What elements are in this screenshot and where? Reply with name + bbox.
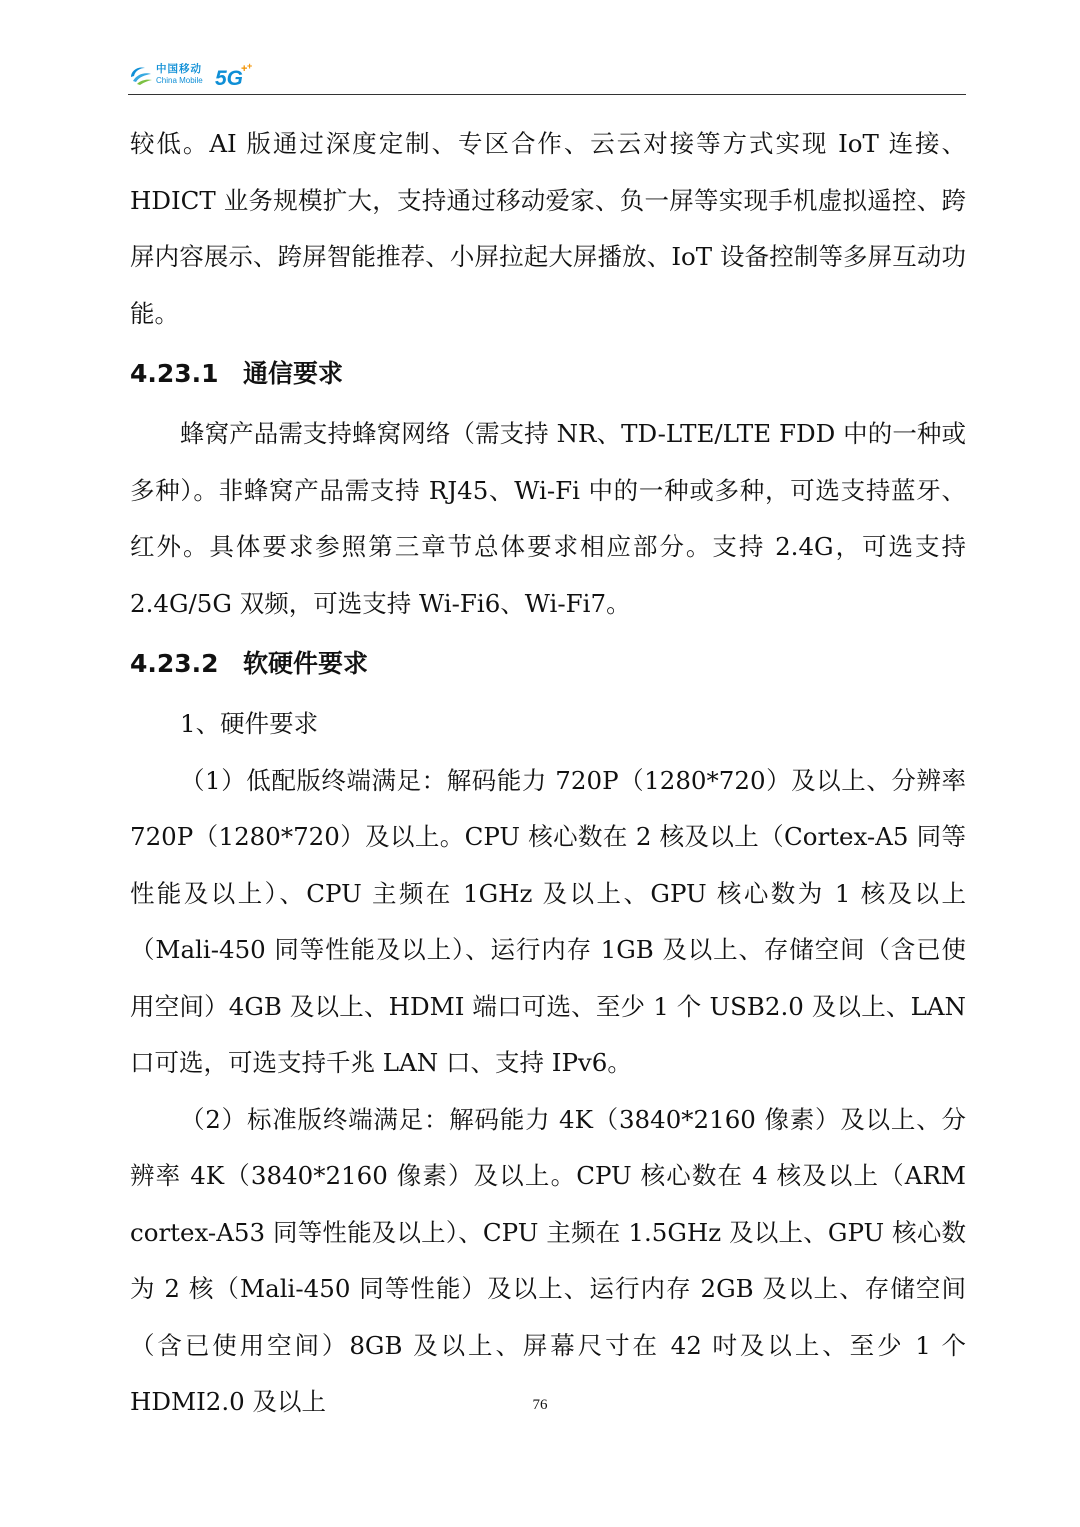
china-mobile-logo-icon [128,62,154,88]
section-number: 4.23.1 [130,359,219,388]
section-heading-4-23-1 [130,342,966,406]
logo-chinese-name: 中国移动 [156,63,202,75]
section-heading-4-23-2 [130,632,966,696]
document-body [130,116,966,1431]
5g-logo-text: 5G [215,67,244,90]
5g-logo-icon [214,60,254,90]
section-title: 软硬件要求 [243,649,369,678]
hardware-requirements-label: 1、硬件要求 [180,709,319,738]
logo-text [156,64,203,85]
section-title: 通信要求 [243,359,344,388]
standard-config-paragraph: （2）标准版终端满足：解码能力 4K（3840*2160 像素）及以上、分辨率 4K（3840*2160 像素）及以上。CPU 核心数在 4 核及以上（ARM cortex-A53 同等性能及以上）、CPU 主频在 1.5GHz 及以上、GPU 核心数为 2 核（Mali-450 同等性能）及以上、运行内存 2GB 及以上、存储空间（含已使用空间）8GB 及以上、屏幕尺寸在 42 吋及以上、至少 1 个 HDMI2.0 及以上 [130,1104,966,1416]
svg-text:+: + [241,63,248,75]
page-header [128,58,966,96]
intro-paragraph: 较低。AI 版通过深度定制、专区合作、云云对接等方式实现 IoT 连接、HDICT 业务规模扩大，支持通过移动爱家、负一屏等实现手机虚拟遥控、跨屏内容展示、跨屏智能推荐、小屏拉起大屏播放、IoT 设备控制等多屏互动功能。 [130,129,966,328]
svg-text:+: + [247,61,253,71]
logo-english-name: China Mobile [156,75,203,85]
communication-paragraph: 蜂窝产品需支持蜂窝网络（需支持 NR、TD-LTE/LTE FDD 中的一种或多种）。非蜂窝产品需支持 RJ45、Wi-Fi 中的一种或多种，可选支持蓝牙、红外。具体要求参照第三章节总体要求相应部分。支持 2.4G，可选支持 2.4G/5G 双频，可选支持 Wi-Fi6、Wi-Fi7。 [130,419,966,618]
section-number: 4.23.2 [130,649,219,678]
page-number: 76 [532,1397,548,1413]
header-divider [128,94,966,95]
low-config-paragraph: （1）低配版终端满足：解码能力 720P（1280*720）及以上、分辨率 720P（1280*720）及以上。CPU 核心数在 2 核及以上（Cortex-A5 同等性能及以上）、CPU 主频在 1GHz 及以上、GPU 核心数为 1 核及以上（Mali-450 同等性能及以上）、运行内存 1GB 及以上、存储空间（含已使用空间）4GB 及以上、HDMI 端口可选、至少 1 个 USB2.0 及以上、LAN 口可选，可选支持千兆 LAN 口、支持 IPv6。 [130,765,966,1077]
